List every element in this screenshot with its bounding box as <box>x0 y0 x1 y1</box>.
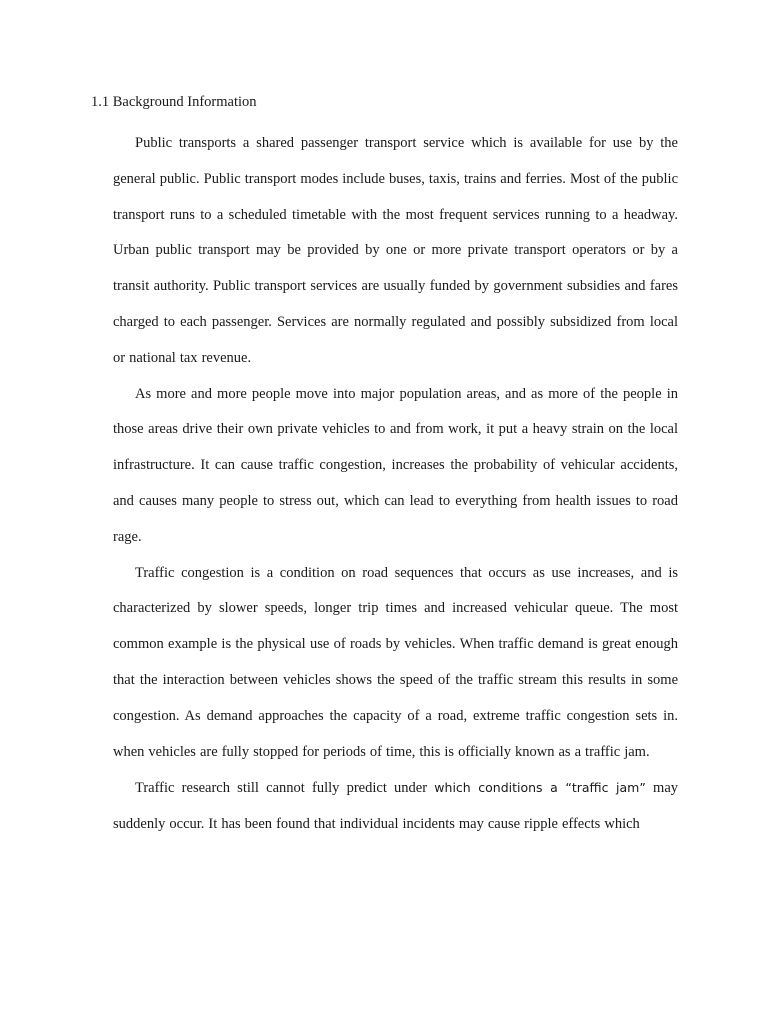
body-text <box>113 126 678 843</box>
paragraph-traffic-research <box>113 770 678 843</box>
paragraph-traffic-research-end: may suddenly occur. It has been found that individual incidents may cause ripple effects which <box>113 780 679 833</box>
paragraph-traffic-congestion: Traffic congestion is a condition on road sequences that occurs as use increases, and is characterized by slower speeds, longer trip times and increased vehicular queue. The most common example is the physical use of roads by vehicles. When traffic demand is great enough that the interaction between vehicles shows the speed of the traffic stream this results in some congestion. As demand approaches the capacity of a road, extreme traffic congestion sets in. when vehicles are fully stopped for periods of time, this is officially known as a traffic jam. <box>113 564 678 760</box>
paragraph-population-strain: As more and more people move into major population areas, and as more of the people in those areas drive their own private vehicles to and from work, it put a heavy strain on the local infrastructure. It can cause traffic congestion, increases the probability of vehicular accidents, and causes many people to stress out, which can lead to everything from health issues to road rage. <box>113 385 678 545</box>
section-heading: 1.1 Background Information <box>91 94 257 110</box>
paragraph-public-transport: Public transports a shared passenger transport service which is available for use by the general public. Public transport modes include buses, taxis, trains and ferries. Most of the public transport runs to a scheduled timetable with the most frequent services running to a headway. Urban public transport may be provided by one or more private transport operators or by a transit authority. Public transport services are usually funded by government subsidies and fares charged to each passenger. Services are normally regulated and possibly subsidized from local or national tax revenue. <box>113 135 678 366</box>
paragraph-traffic-research-sans-run: which conditions a “traffic jam” <box>434 780 646 796</box>
paragraph-traffic-research-start: Traffic research still cannot fully predict under <box>135 780 428 797</box>
